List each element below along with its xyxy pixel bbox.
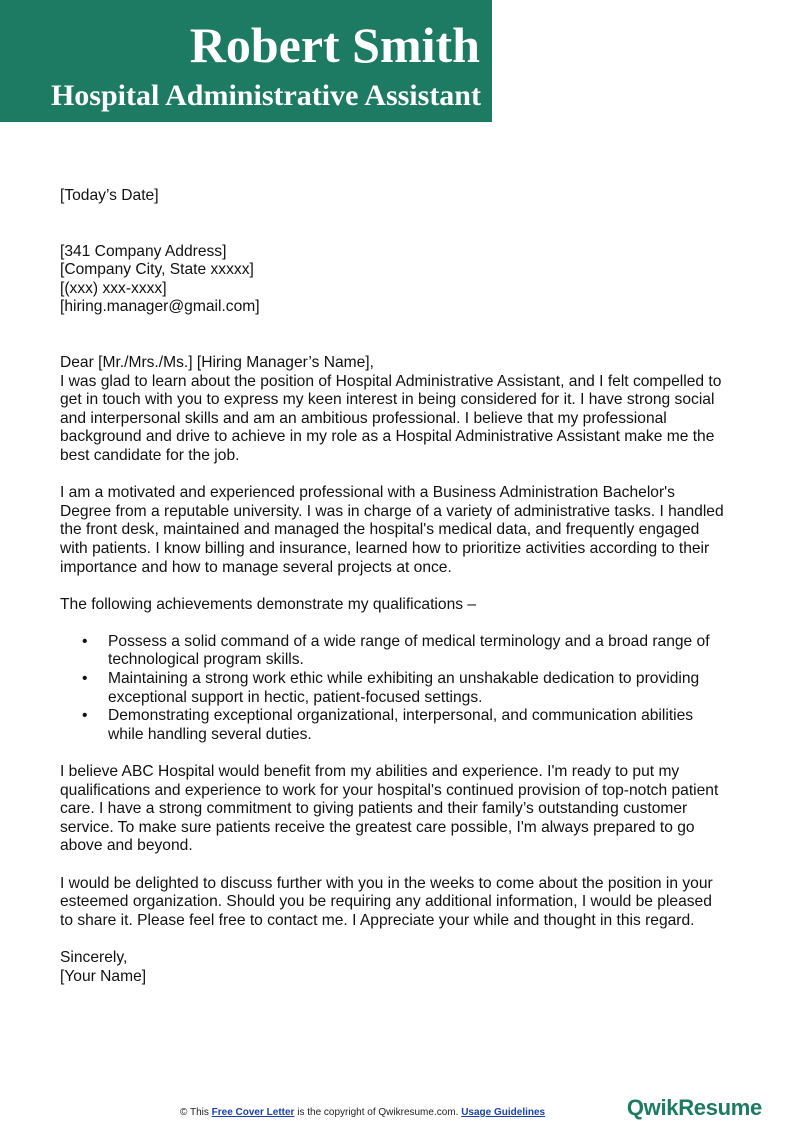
address-line: [341 Company Address] <box>60 242 227 260</box>
achievements-list <box>60 633 750 745</box>
signature: [Your Name] <box>60 967 147 985</box>
free-cover-letter-link[interactable]: Free Cover Letter <box>211 1107 295 1118</box>
paragraph-line: service. To make sure patients receive the greatest care possible, I'm always prepared to go <box>60 818 695 836</box>
paragraph-line: with patients. I know billing and insurance, learned how to prioritize activities according to their <box>60 539 710 557</box>
list-item-line: technological program skills. <box>108 651 304 669</box>
paragraph-experience <box>60 484 750 577</box>
salutation: Dear [Mr./Mrs./Ms.] [Hiring Manager’s Name], <box>60 353 374 371</box>
paragraph-line: I would be delighted to discuss further with you in the weeks to come about the position in your <box>60 874 713 892</box>
paragraph-line: qualifications and experience to work for your hospital's continued provision of top-notch patient <box>60 781 719 799</box>
paragraph-line: get in touch with you to express my keen interest in being considered for it. I have strong social <box>60 391 715 409</box>
paragraph-line: I was glad to learn about the position of Hospital Administrative Assistant, and I felt compelled to <box>60 372 722 390</box>
copyright-prefix: © This <box>180 1107 209 1118</box>
paragraph-line: I am a motivated and experienced professional with a Business Administration Bachelor's <box>60 484 675 502</box>
paragraph-closing <box>60 875 750 931</box>
paragraph-line: Degree from a reputable university. I was in charge of a variety of administrative tasks. I handled <box>60 502 724 520</box>
header-banner <box>0 0 492 122</box>
applicant-name: Robert Smith <box>189 17 480 73</box>
list-item-line: exceptional support in hectic, patient-focused settings. <box>108 688 483 706</box>
paragraph-line: importance and how to manage several projects at once. <box>60 558 452 576</box>
address-line: [hiring.manager@gmail.com] <box>60 298 260 316</box>
list-item-line: • Demonstrating exceptional organizational, interpersonal, and communication abilities <box>108 707 694 725</box>
paragraph-line: above and beyond. <box>60 837 193 855</box>
usage-guidelines-link[interactable]: Usage Guidelines <box>461 1107 546 1118</box>
list-item-line: • Possess a solid command of a wide range of medical terminology and a broad range of <box>108 632 710 650</box>
paragraph-line: and interpersonal skills and am an ambitious professional. I believe that my professional <box>60 409 667 427</box>
list-item <box>108 670 750 707</box>
applicant-title: Hospital Administrative Assistant <box>50 79 481 112</box>
list-item <box>108 633 750 670</box>
address-line: [(xxx) xxx-xxxx] <box>60 279 167 297</box>
list-item-line: • Maintaining a strong work ethic while exhibiting an unshakable dedication to providing <box>108 670 700 688</box>
recipient-address <box>60 243 750 317</box>
letter-body <box>60 187 750 986</box>
paragraph-line: to share it. Please feel free to contact me. I Appreciate your while and thought in this regard. <box>60 911 695 929</box>
letter-date: [Today’s Date] <box>60 187 159 204</box>
paragraph-line: best candidate for the job. <box>60 446 240 464</box>
paragraph-benefit <box>60 763 750 856</box>
closing: Sincerely, <box>60 948 128 966</box>
list-item-line: while handling several duties. <box>108 725 312 743</box>
paragraph-line: the front desk, maintained and managed the hospital's medical data, and frequently engaged <box>60 521 700 539</box>
achievements-intro: The following achievements demonstrate my qualifications – <box>60 595 477 613</box>
paragraph-intro <box>60 373 750 466</box>
list-item <box>108 707 750 744</box>
paragraph-line: care. I have a strong commitment to giving patients and their family’s outstanding customer <box>60 800 688 818</box>
paragraph-line: background and drive to achieve in my role as a Hospital Administrative Assistant make me the <box>60 428 715 446</box>
brand-logo[interactable]: QwikResume <box>626 1095 762 1120</box>
paragraph-line: esteemed organization. Should you be requiring any additional information, I would be pleased <box>60 893 712 911</box>
copyright-notice <box>180 1107 545 1118</box>
address-line: [Company City, State xxxxx] <box>60 261 254 279</box>
paragraph-line: I believe ABC Hospital would benefit from my abilities and experience. I'm ready to put my <box>60 763 680 781</box>
copyright-middle: is the copyright of Qwikresume.com. <box>297 1107 459 1118</box>
